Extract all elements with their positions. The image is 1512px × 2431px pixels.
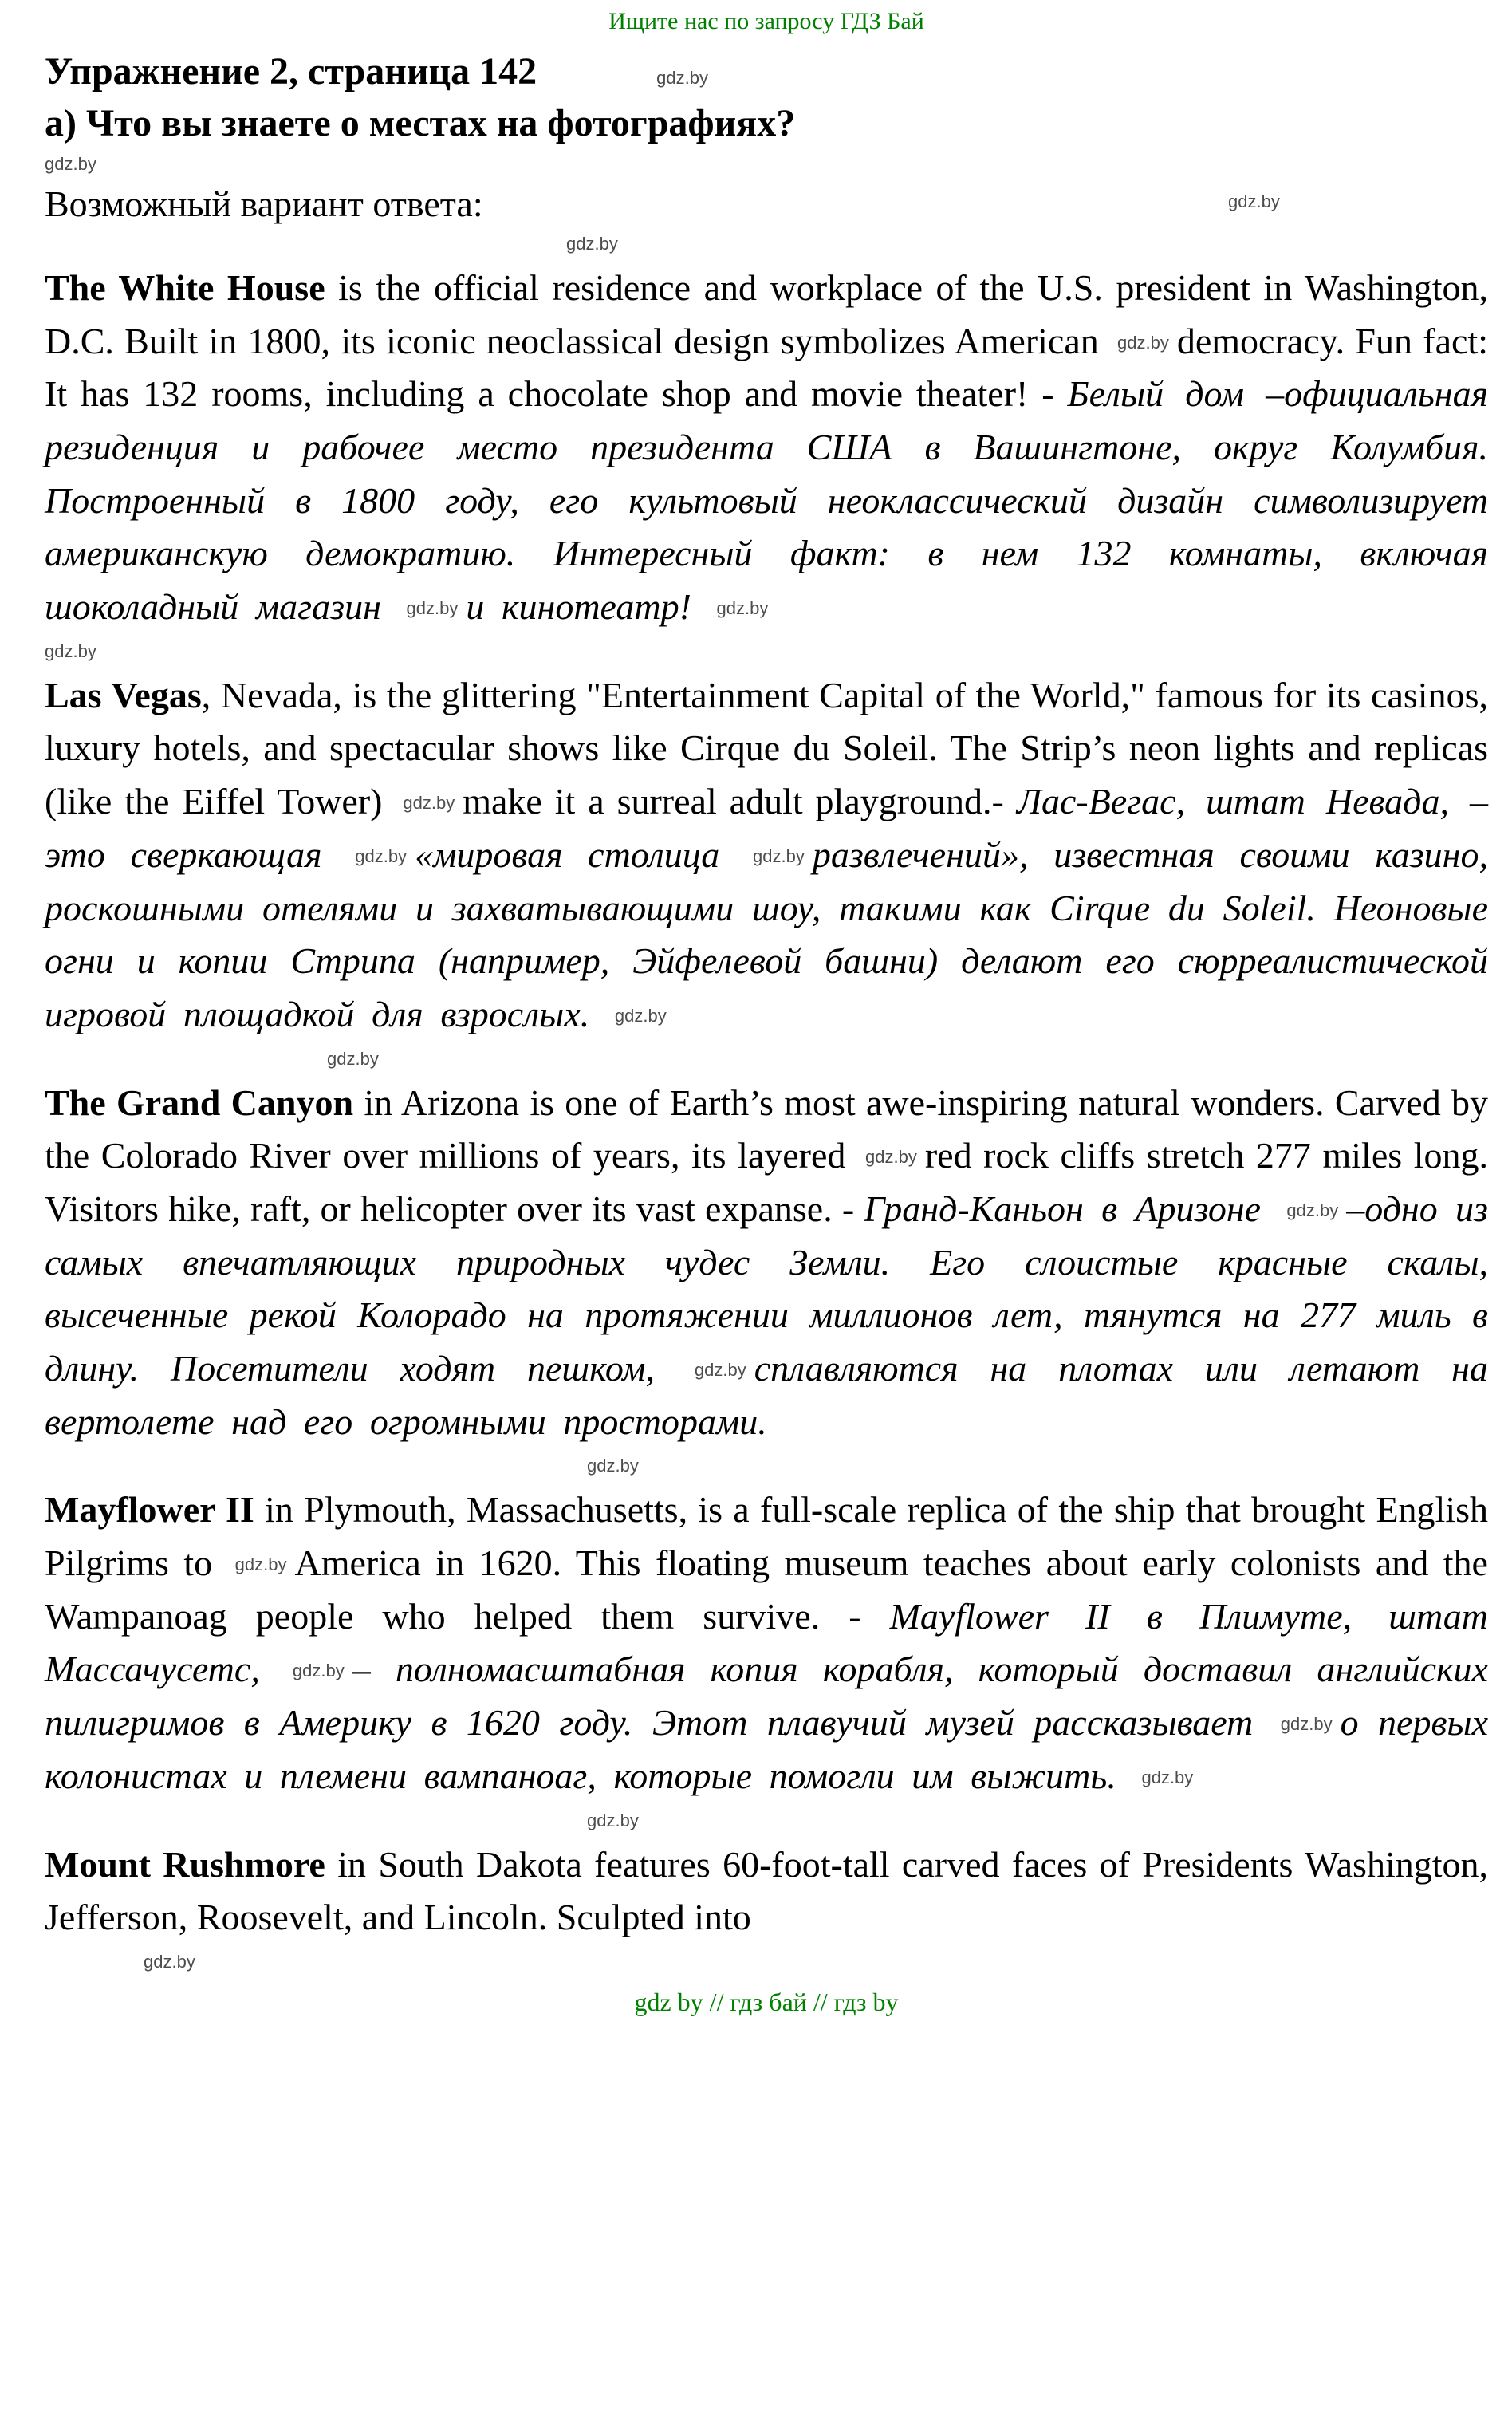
text-segment: , Nevada, is the glittering "Entertainment Capital of the World," famous for its casinos, luxury hotels, and spectacular shows like Cirque du Soleil. The Strip’s neon lights and replicas (like the Eiffel Tower) xyxy=(45,674,1488,822)
top-banner: Ищите нас по запросу ГДЗ Бай xyxy=(608,8,924,34)
text-segment: The White House xyxy=(45,266,325,308)
answer-label-row xyxy=(45,179,1488,230)
paragraph-mayflower xyxy=(45,1483,1488,1803)
watermark-line xyxy=(45,637,1488,666)
text-segment: in South Dakota features 60-foot-tall carved faces of Presidents Washington, Jefferson, Roosevelt, and Lincoln. Sculpted into xyxy=(45,1843,1489,1938)
gdz-watermark: gdz.by xyxy=(587,1456,639,1476)
paragraph-las-vegas xyxy=(45,669,1488,1042)
watermark-line xyxy=(45,230,1488,258)
gdz-watermark: gdz.by xyxy=(1228,191,1280,211)
text-segment: сплавляются на плотах или летают на вертолете над его огромными просторами. xyxy=(45,1348,1488,1442)
text-segment: –одно из самых впечатляющих природных чудес Земли. Его слоистые красные скалы, высеченные рекой Колорадо на протяжении миллионов лет, тянутся на 277 миль в длину. Посетители ходят пешком, xyxy=(45,1188,1488,1389)
gdz-watermark: gdz.by xyxy=(753,845,805,866)
gdz-watermark: gdz.by xyxy=(1141,1767,1194,1787)
text-segment: The Grand Canyon xyxy=(45,1082,354,1123)
text-segment: Mount Rushmore xyxy=(45,1843,325,1885)
gdz-watermark: gdz.by xyxy=(566,233,618,254)
paragraph-grand-canyon xyxy=(45,1077,1488,1449)
watermark-line xyxy=(45,1807,1488,1835)
text-segment: развлечений», известная своими казино, роскошными отелями и захватывающими шоу, такими как Cirque du Soleil. Неоновые огни и копии Стрипа (например, Эйфелевой башни) делают его сюрреалистической игровой площадкой для взрослых. xyxy=(45,833,1489,1034)
text-segment: Белый дом –официальная резиденция и рабочее место президента США в Вашингтоне, округ Колумбия. Построенный в 1800 году, его культовый неоклассический дизайн символизирует американскую демократию. Интересный факт: в нем 132 комнаты, включая шоколадный магазин xyxy=(45,373,1488,628)
gdz-watermark: gdz.by xyxy=(1280,1714,1333,1735)
watermark-line xyxy=(45,150,1488,179)
paragraph-white-house xyxy=(45,262,1488,634)
gdz-watermark: gdz.by xyxy=(292,1661,345,1681)
watermark-line xyxy=(45,1948,1488,1976)
gdz-watermark: gdz.by xyxy=(656,68,708,88)
gdz-watermark: gdz.by xyxy=(694,1360,746,1381)
gdz-watermark: gdz.by xyxy=(716,598,769,619)
gdz-watermark: gdz.by xyxy=(45,640,96,661)
text-segment: red rock cliffs stretch 277 miles long. Visitors hike, raft, or helicopter over its vast expanse. - xyxy=(45,1135,1488,1229)
watermark-line xyxy=(45,1452,1488,1480)
text-segment: make it a surreal adult playground.- xyxy=(463,781,1017,822)
bottom-banner: gdz by // гдз бай // гдз by xyxy=(634,1987,899,2016)
text-segment: Гранд-Каньон в Аризоне xyxy=(864,1188,1279,1229)
text-segment: is the official residence and workplace of the U.S. president in Washington, D.C. Built in 1800, its iconic neoclassical design symbolizes American xyxy=(45,266,1488,361)
text-segment: Лас-Вегас, штат Невада, –это сверкающая xyxy=(45,781,1488,875)
question-a-heading: а) Что вы знаете о местах на фотографиях? xyxy=(45,101,796,144)
exercise-title-row xyxy=(45,46,1488,98)
answer-label: Возможный вариант ответа: xyxy=(45,183,483,224)
gdz-watermark: gdz.by xyxy=(587,1810,639,1830)
gdz-watermark: gdz.by xyxy=(327,1048,379,1069)
watermark-line xyxy=(45,1045,1488,1074)
text-segment: о первых колонистах и племени вампаноаг, которые помогли им выжить. xyxy=(45,1702,1488,1796)
text-segment: in Plymouth, Massachusetts, is a full-scale replica of the ship that brought English Pilgrims to xyxy=(45,1489,1489,1584)
text-segment: «мировая столица xyxy=(415,833,746,875)
text-segment: – полномасштабная копия корабля, который доставил английских пилигримов в Америку в 1620 году. Этот плавучий музей рассказывает xyxy=(45,1649,1488,1743)
text-segment: democracy. Fun fact: It has 132 rooms, including a chocolate shop and movie theater! - xyxy=(45,320,1488,415)
gdz-watermark: gdz.by xyxy=(865,1147,917,1168)
gdz-watermark: gdz.by xyxy=(614,1005,667,1026)
text-segment: Las Vegas xyxy=(45,674,202,715)
gdz-watermark: gdz.by xyxy=(1117,332,1169,353)
gdz-watermark: gdz.by xyxy=(45,153,96,174)
gdz-watermark: gdz.by xyxy=(234,1554,287,1575)
exercise-title: Упражнение 2, страница 142 xyxy=(45,50,537,93)
gdz-watermark: gdz.by xyxy=(1286,1200,1339,1220)
text-segment: и кинотеатр! xyxy=(466,586,709,628)
gdz-watermark: gdz.by xyxy=(406,598,459,619)
text-segment: in Arizona is one of Earth’s most awe-inspiring natural wonders. Carved by the Colorado River over millions of years, its layered xyxy=(45,1082,1488,1176)
gdz-watermark: gdz.by xyxy=(403,793,455,814)
text-segment: America in 1620. This floating museum teaches about early colonists and the Wampanoag people who helped them survive. - xyxy=(45,1543,1488,1637)
paragraph-mount-rushmore xyxy=(45,1838,1488,1944)
text-segment: Mayflower II xyxy=(45,1489,254,1531)
text-segment: Mayflower II в Плимуте, штат Массачусетс, xyxy=(45,1595,1488,1690)
gdz-watermark: gdz.by xyxy=(355,845,408,866)
gdz-watermark: gdz.by xyxy=(144,1951,195,1972)
